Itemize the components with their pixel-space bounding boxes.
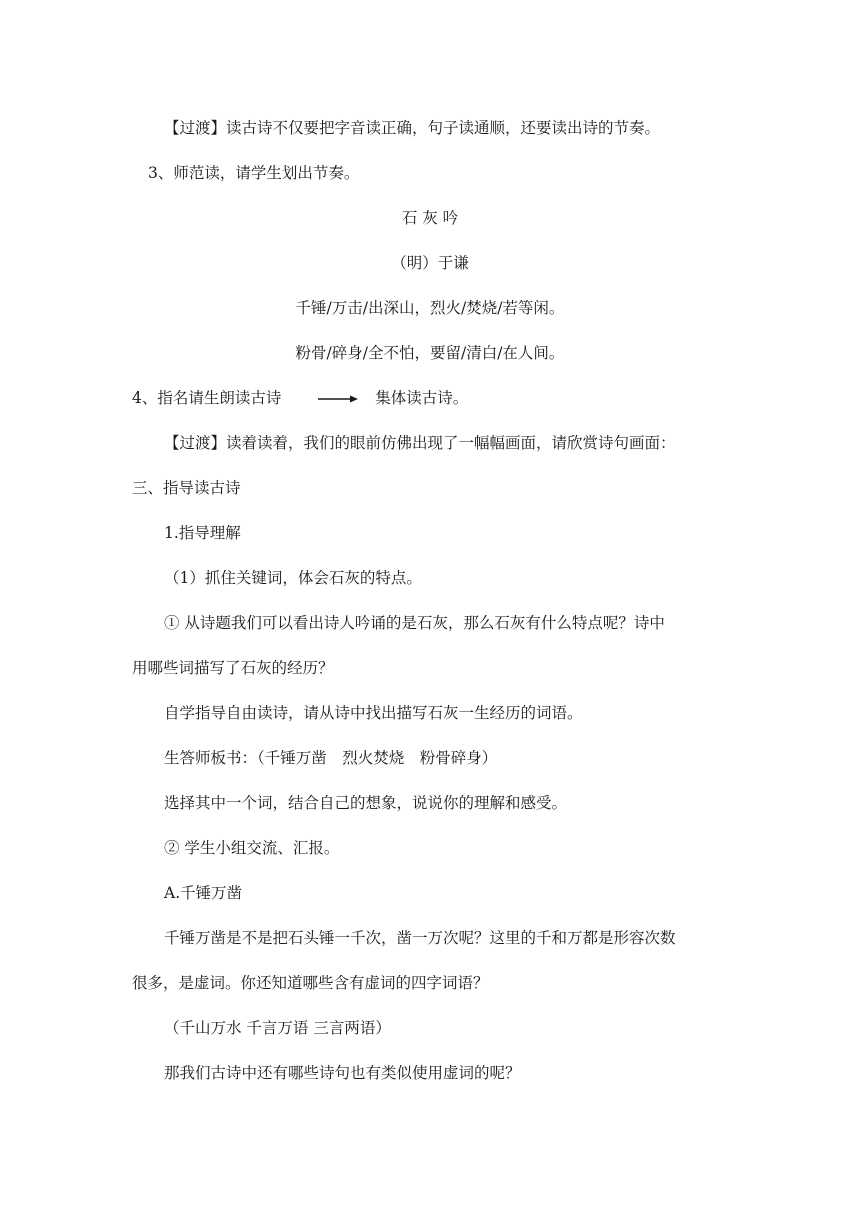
transition-1: 【过渡】读古诗不仅要把字音读正确，句子读通顺，还要读出诗的节奏。 [164, 119, 661, 137]
poem-title: 石 灰 吟 [401, 209, 459, 227]
item-1-line-2: 用哪些词描写了石灰的经历？ [132, 659, 334, 677]
item-2: ② 学生小组交流、汇报。 [164, 839, 340, 857]
section-3-heading: 三、指导读古诗 [132, 479, 241, 497]
poem-line-1: 千锤/万击/出深山，烈火/焚烧/若等闲。 [295, 299, 565, 317]
item-1-line-1: ① 从诗题我们可以看出诗人吟诵的是石灰，那么石灰有什么特点呢？诗中 [164, 614, 665, 632]
step-4 [132, 388, 468, 408]
step-4-left: 4、指名请生朗读古诗 [132, 389, 282, 407]
board-writing: 生答师板书：（千锤万凿 烈火焚烧 粉骨碎身） [164, 749, 498, 767]
poem-author: （明）于谦 [391, 254, 469, 272]
arrow-right-icon [318, 394, 358, 404]
poem-line-2: 粉骨/碎身/全不怕，要留/清白/在人间。 [295, 344, 565, 362]
guide-1: 1.指导理解 [164, 524, 241, 542]
paragraph-line-1: 千锤万凿是不是把石头锤一千次，凿一万次呢？这里的千和万都是形容次数 [164, 929, 676, 947]
choose-prompt: 选择其中一个词，结合自己的想象，说说你的理解和感受。 [164, 794, 568, 812]
self-study: 自学指导自由读诗，请从诗中找出描写石灰一生经历的词语。 [164, 704, 583, 722]
paragraph-line-2: 很多，是虚词。你还知道哪些含有虚词的四字词语？ [132, 974, 489, 992]
part-a: A.千锤万凿 [164, 884, 243, 902]
transition-2: 【过渡】读着读着，我们的眼前仿佛出现了一幅幅画面，请欣赏诗句画面： [164, 434, 676, 452]
examples: （千山万水 千言万语 三言两语） [164, 1019, 391, 1037]
step-4-right: 集体读古诗。 [375, 389, 469, 407]
closing-question: 那我们古诗中还有哪些诗句也有类似使用虚词的呢？ [164, 1064, 521, 1082]
step-3: 3、师范读，请学生划出节奏。 [148, 164, 360, 182]
sub-point-1: （1）抓住关键词，体会石灰的特点。 [164, 569, 422, 587]
